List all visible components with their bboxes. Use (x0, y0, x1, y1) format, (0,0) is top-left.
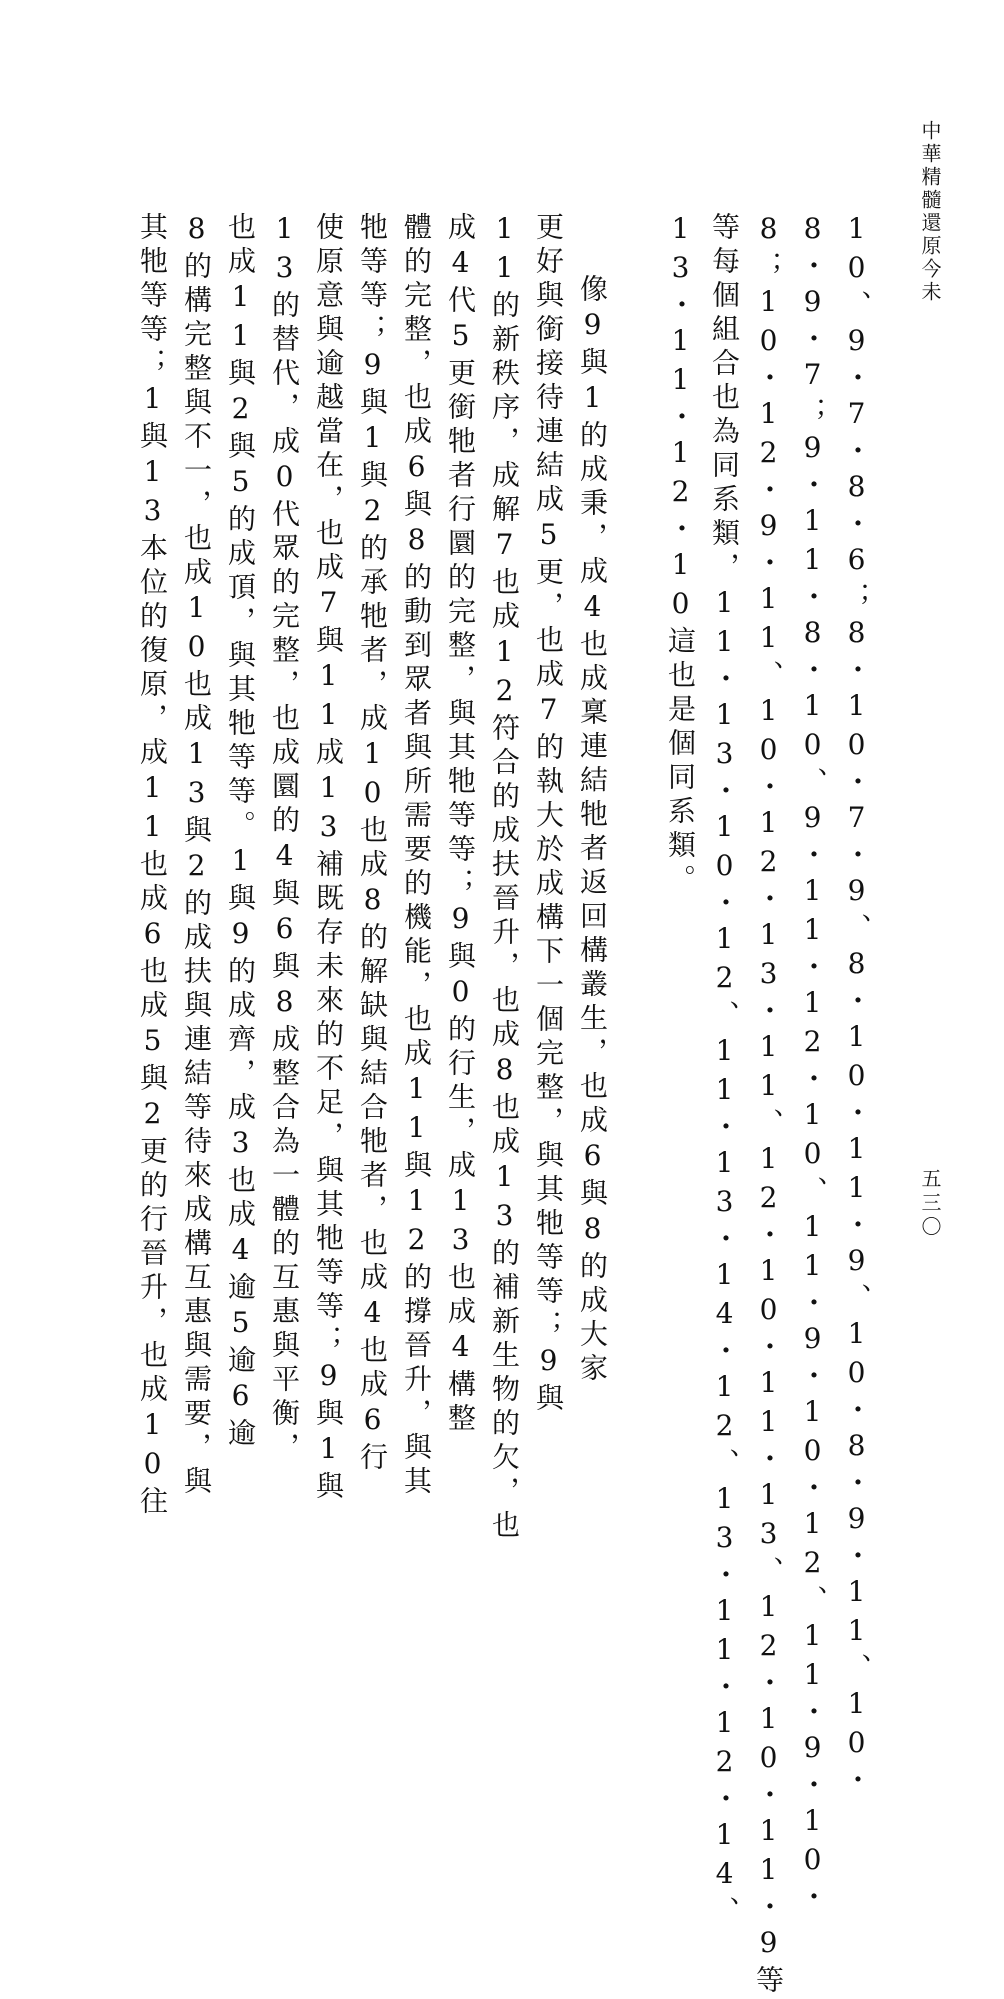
text-column: 等每個組合也為同系類，11・13・10・12、11・13・14・12、13・11・12・14、 (708, 212, 741, 1930)
text-column: 11的新秩序，成解7也成12符合的成扶晉升，也成8也成13的補新生物的欠，也 (488, 212, 521, 1544)
text-column: 8・9・7；9・11・8・10、9・11・12・10、11・9・10・12、11・9・10・ (796, 212, 829, 1916)
text-column: 也成11與2與5的成頂，與其牠等等。1與9的成齊，成3也成4逾5逾6逾 (224, 212, 257, 1452)
text-column: 8；10・12・9・11、10・12・13・11、12・10・11・13、12・10・11・9等 (752, 212, 785, 1999)
text-column: 13的替代，成0代眾的完整，也成圜的4與6與8成整合為一體的互惠與平衡， (268, 212, 301, 1466)
text-column: 成4代5更銜牠者行圜的完整，與其牠等等；9與0的行生，成13也成4構整 (444, 212, 477, 1437)
text-column: 使原意與逾越當在，也成7與11成13補既存未來的不足，與其牠等等；9與1與 (312, 212, 345, 1505)
text-column: 牠等等；9與1與2的承牠者，成10也成8的解缺與結合牠者，也成4也成6行 (356, 212, 389, 1476)
text-column: 其牠等等；1與13本位的復原，成11也成6也成5與2更的行晉升，也成10往 (136, 212, 169, 1520)
text-column: 體的完整，也成6與8的動到眾者與所需要的機能，也成11與12的撐晉升，與其 (400, 212, 433, 1500)
header-book-title: 中華精髓還原今未 (918, 120, 942, 304)
text-column: 8的構完整與不一，也成10也成13與2的成扶與連結等待來成構互惠與需要，與 (180, 212, 213, 1500)
text-column: 13・11・12・10這也是個同系類。 (664, 212, 697, 898)
text-column: 像9與1的成秉，成4也成稟連結牠者返回構叢生，也成6與8的成大家 (576, 240, 609, 1387)
page-number: 五三〇 (918, 1168, 942, 1240)
text-column: 10、9・7・8・6；8・10・7・9、8・10・11・9、10・8・9・11、10・ (840, 212, 873, 1799)
text-column: 更好與銜接待連結成5更，也成7的執大於成構下一個完整，與其牠等等；9與 (532, 212, 565, 1417)
